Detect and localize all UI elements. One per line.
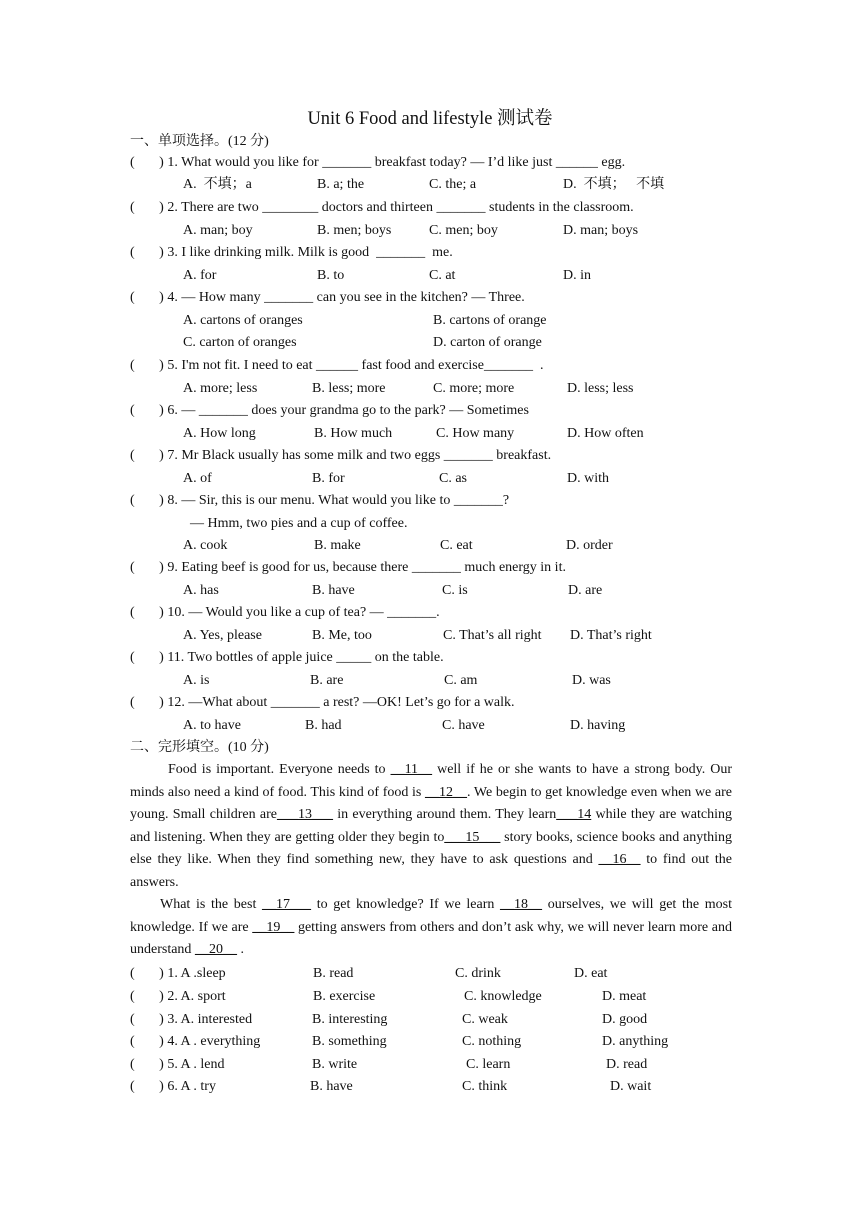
option-a: A. more; less bbox=[183, 381, 258, 396]
option-a: A. cook bbox=[183, 538, 228, 553]
blank-19: __19__ bbox=[252, 919, 295, 935]
question-stem-continued: — Hmm, two pies and a cup of coffee. bbox=[190, 516, 408, 531]
option-c: C. think bbox=[462, 1079, 508, 1094]
page-title: Unit 6 Food and lifestyle 测试卷 bbox=[307, 109, 553, 129]
option-d: D. in bbox=[563, 268, 591, 283]
question-stem: ( ) 11. Two bottles of apple juice _____ on the table. bbox=[130, 650, 444, 665]
question-stem: ( ) 4. — How many _______ can you see in the kitchen? — Three. bbox=[130, 290, 525, 305]
question-stem: ( ) 9. Eating beef is good for us, because there _______ much energy in it. bbox=[130, 560, 566, 575]
option-c: C. knowledge bbox=[464, 989, 542, 1004]
option-c: C. That’s all right bbox=[443, 628, 542, 643]
section2-heading: 二、完形填空。(10 分) bbox=[130, 740, 269, 755]
option-d: D. less; less bbox=[567, 381, 634, 396]
cloze-question-stem: ( ) 3. A. interested bbox=[130, 1012, 253, 1027]
option-a: A. Yes, please bbox=[183, 628, 262, 643]
blank-14: ___14 bbox=[556, 807, 592, 823]
option-c: C. at bbox=[429, 268, 456, 283]
option-a: A. is bbox=[183, 673, 210, 688]
option-d: D. are bbox=[568, 583, 603, 598]
option-b: B. a; the bbox=[317, 177, 365, 192]
cloze-paragraph-2: What is the best __17___ to get knowledge? If we learn __18__ ourselves, we will get the most knowledge. If we are __19__ getting answers from others and don’t ask why, we will never learn more and understand __20__ . bbox=[130, 897, 733, 958]
option-d: D. 不填； 不填 bbox=[563, 177, 665, 192]
option-c: C. eat bbox=[440, 538, 473, 553]
option-c: C. drink bbox=[455, 966, 501, 981]
option-b: B. something bbox=[312, 1034, 387, 1049]
question-stem: ( ) 12. —What about _______ a rest? —OK! Let’s go for a walk. bbox=[130, 695, 515, 710]
option-a: A. cartons of oranges bbox=[183, 313, 303, 328]
option-d: D. was bbox=[572, 673, 611, 688]
question-stem: ( ) 7. Mr Black usually has some milk and two eggs _______ breakfast. bbox=[130, 448, 552, 463]
option-c: C. is bbox=[442, 583, 468, 598]
option-a: A. man; boy bbox=[183, 223, 253, 238]
option-b: B. write bbox=[312, 1057, 358, 1072]
cloze-question-stem: ( ) 4. A . everything bbox=[130, 1034, 261, 1049]
option-d: D. How often bbox=[567, 426, 644, 441]
cloze-question-stem: ( ) 5. A . lend bbox=[130, 1057, 225, 1072]
option-d: D. eat bbox=[574, 966, 608, 981]
option-b: B. had bbox=[305, 718, 342, 733]
option-c: C. How many bbox=[436, 426, 515, 441]
option-b: B. read bbox=[313, 966, 354, 981]
blank-11: __11__ bbox=[390, 762, 433, 777]
blank-18: __18__ bbox=[500, 897, 543, 912]
option-d: D. with bbox=[567, 471, 609, 486]
question-stem: ( ) 2. There are two ________ doctors and thirteen _______ students in the classroom. bbox=[130, 200, 634, 215]
section1-heading: 一、单项选择。(12 分) bbox=[130, 134, 269, 149]
question-stem: ( ) 5. I'm not fit. I need to eat ______ fast food and exercise_______ . bbox=[130, 358, 544, 373]
option-c: C. the; a bbox=[429, 177, 477, 192]
question-stem: ( ) 8. — Sir, this is our menu. What would you like to _______? bbox=[130, 493, 510, 508]
cloze-paragraph-1: Food is important. Everyone needs to __11__ well if he or she wants to have a strong body. Our minds also need a kind of food. This kind of food is __12__. We begin to get knowledge even when we are young. Small children are___13___ in everything around them. They learn___14 while they are watching and listening. When they are getting older they begin to___15___ story books, science books and anything else they like. When they find something new, they have to ask questions and __16__ to find out the answers. bbox=[130, 762, 733, 890]
blank-13: ___13___ bbox=[276, 807, 333, 823]
question-stem: ( ) 6. — _______ does your grandma go to the park? — Sometimes bbox=[130, 403, 529, 418]
blank-16: __16__ bbox=[598, 852, 641, 868]
option-a: A. 不填；a bbox=[183, 177, 252, 192]
option-c: C. have bbox=[442, 718, 485, 733]
option-b: B. exercise bbox=[313, 989, 376, 1004]
option-a: A. has bbox=[183, 583, 219, 598]
option-b: B. Me, too bbox=[312, 628, 372, 643]
cloze-question-stem: ( ) 6. A . try bbox=[130, 1079, 216, 1094]
option-d: D. read bbox=[606, 1057, 648, 1072]
blank-12: __12__ bbox=[425, 784, 467, 800]
blank-15: ___15___ bbox=[444, 829, 501, 845]
question-stem: ( ) 3. I like drinking milk. Milk is good _______ me. bbox=[130, 245, 453, 260]
option-c: C. as bbox=[439, 471, 467, 486]
option-b: B. interesting bbox=[312, 1012, 388, 1027]
option-d: D. That’s right bbox=[570, 628, 652, 643]
option-d: D. meat bbox=[602, 989, 647, 1004]
option-d: D. anything bbox=[602, 1034, 669, 1049]
option-d: D. good bbox=[602, 1012, 648, 1027]
blank-17: __17___ bbox=[262, 897, 312, 912]
cloze-question-stem: ( ) 2. A. sport bbox=[130, 989, 226, 1004]
option-d: D. order bbox=[566, 538, 613, 553]
option-b: B. for bbox=[312, 471, 345, 486]
option-b: B. to bbox=[317, 268, 345, 283]
option-d: D. having bbox=[570, 718, 626, 733]
blank-20: __20__ bbox=[194, 942, 237, 958]
option-b: B. men; boys bbox=[317, 223, 392, 238]
option-b: B. How much bbox=[314, 426, 393, 441]
option-c: C. more; more bbox=[433, 381, 515, 396]
option-c: C. weak bbox=[462, 1012, 508, 1027]
option-c: C. am bbox=[444, 673, 478, 688]
option-a: A. for bbox=[183, 268, 217, 283]
option-a: A. to have bbox=[183, 718, 241, 733]
option-b: B. have bbox=[312, 583, 355, 598]
option-a: A. How long bbox=[183, 426, 256, 441]
cloze-question-stem: ( ) 1. A .sleep bbox=[130, 966, 226, 981]
option-b: B. have bbox=[310, 1079, 353, 1094]
option-d: D. wait bbox=[610, 1079, 652, 1094]
option-c: C. men; boy bbox=[429, 223, 498, 238]
option-a: A. of bbox=[183, 471, 212, 486]
option-b: B. are bbox=[310, 673, 344, 688]
option-c: C. nothing bbox=[462, 1034, 522, 1049]
option-c: C. carton of oranges bbox=[183, 335, 297, 350]
question-stem: ( ) 1. What would you like for _______ breakfast today? — I’d like just ______ egg. bbox=[130, 155, 626, 170]
option-d: D. carton of orange bbox=[433, 335, 542, 350]
option-b: B. cartons of orange bbox=[433, 313, 547, 328]
question-stem: ( ) 10. — Would you like a cup of tea? — _______. bbox=[130, 605, 440, 620]
option-d: D. man; boys bbox=[563, 223, 639, 238]
option-b: B. make bbox=[314, 538, 361, 553]
option-b: B. less; more bbox=[312, 381, 386, 396]
option-c: C. learn bbox=[466, 1057, 511, 1072]
